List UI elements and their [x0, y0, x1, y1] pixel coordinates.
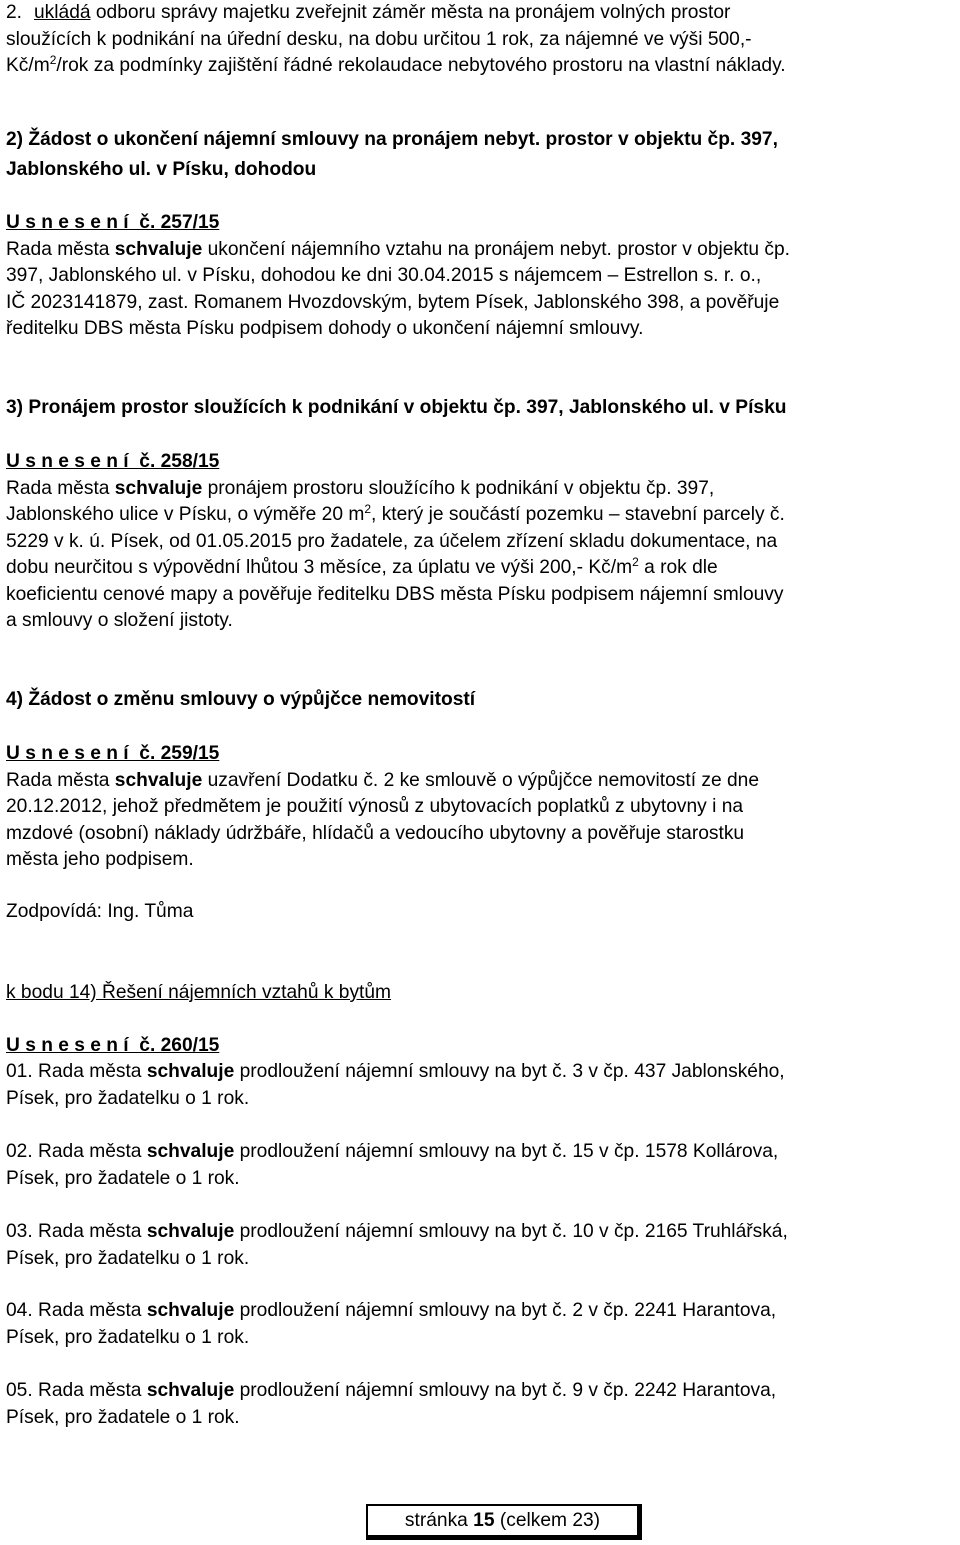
resolution-text-l2: 20.12.2012, jehož předmětem je použití výnosů z ubytovacích poplatků z ubytovny i na	[6, 796, 744, 817]
resolution-text-l3: mzdové (osobní) náklady údržbáře, hlídačů a vedoucího ubytovny a pověřuje starostku	[6, 822, 745, 844]
section-3-heading: 3) Pronájem prostor sloužících k podnikání v objektu čp. 397, Jablonského ul. v Písku	[6, 397, 787, 418]
section-2	[6, 127, 954, 183]
resolution-257	[6, 210, 954, 343]
item2-intro	[6, 0, 954, 80]
resolution-text-l4: dobu neurčitou s výpovědní lhůtou 3 měsíce, za úplatu ve výši 200,- $Kč/m^2$ a rok dle	[6, 555, 718, 578]
page-number-footer: stránka 15 (celkem 23)	[366, 1504, 642, 1540]
responsible-text: Zodpovídá: Ing. Tůma	[6, 901, 194, 922]
resolution-text-l2: 397, Jablonského ul. v Písku, dohodou ke dni 30.04.2015 s nájemcem – Estrellon s. r. o.,	[6, 265, 762, 286]
section-14-heading: k bodu 14) Řešení nájemních vztahů k bytům	[6, 982, 392, 1003]
list-item: 03. Rada města schvaluje prodloužení nájemní smlouvy na byt č. 10 v čp. 2165 Truhlářská, Písek, pro žadatelku o 1 rok.	[6, 1221, 788, 1269]
section-14	[6, 980, 954, 1007]
resolution-label: U s n e s e n í č. 257/15	[6, 212, 220, 233]
resolution-label: U s n e s e n í č. 258/15	[6, 451, 220, 472]
ukl-link[interactable]: ukládá	[34, 2, 91, 23]
section-2-heading-line2: Jablonského ul. v Písku, dohodou	[6, 158, 317, 180]
resolution-text-l1: Rada města schvaluje pronájem prostoru sloužícího k podnikání v objektu čp. 397,	[6, 477, 715, 499]
section-2-heading: 2) Žádost o ukončení nájemní smlouvy na pronájem nebyt. prostor v objektu čp. 397,	[6, 129, 778, 150]
resolution-label: U s n e s e n í č. 260/15	[6, 1035, 220, 1056]
resolution-text-l3: IČ 2023141879, zast. Romanem Hvozdovským, bytem Písek, Jablonského 398, a pověřuje	[6, 291, 780, 313]
item-number: 2.	[6, 2, 23, 23]
resolution-260	[6, 1033, 954, 1060]
section-4-heading: 4) Žádost o změnu smlouvy o výpůjčce nemovitostí	[6, 689, 476, 710]
resolution-text-l4: ředitelku DBS města Písku podpisem dohody o ukončení nájemní smlouvy.	[6, 318, 644, 339]
list-item: 04. Rada města schvaluje prodloužení nájemní smlouvy na byt č. 2 v čp. 2241 Harantova, Písek, pro žadatelku o 1 rok.	[6, 1300, 777, 1348]
resolution-259	[6, 741, 954, 874]
resolution-text-l6: a smlouvy o složení jistoty.	[6, 610, 233, 631]
section-4	[6, 687, 954, 714]
resolution-text-l4: města jeho podpisem.	[6, 849, 194, 870]
list-item: 02. Rada města schvaluje prodloužení nájemní smlouvy na byt č. 15 v čp. 1578 Kollárova, Písek, pro žadatele o 1 rok.	[6, 1141, 779, 1189]
intro-line3: $Kč/m^2$/rok za podmínky zajištění řádné rekolaudace nebytového prostoru na vlastní náklady.	[6, 53, 786, 76]
intro-line2: sloužících k podnikání na úřední desku, na dobu určitou 1 rok, za nájemné ve výši 500,-	[6, 28, 752, 50]
resolution-text-l1: Rada města schvaluje ukončení nájemního vztahu na pronájem nebyt. prostor v objektu čp.	[6, 238, 790, 260]
intro-line1: odboru správy majetku zveřejnit záměr města na pronájem volných prostor	[90, 2, 731, 23]
resolution-text-l3: 5229 v k. ú. Písek, od 01.05.2015 pro žadatele, za účelem zřízení skladu dokumentace, na	[6, 530, 778, 552]
resolution-label: U s n e s e n í č. 259/15	[6, 743, 220, 764]
responsible-line	[6, 899, 954, 926]
resolution-text-l1: Rada města schvaluje uzavření Dodatku č. 2 ke smlouvě o výpůjčce nemovitostí ze dne	[6, 769, 759, 791]
resolution-text-l5: koeficientu cenové mapy a pověřuje ředitelku DBS města Písku podpisem nájemní smlouvy	[6, 583, 784, 605]
list-item: 01. Rada města schvaluje prodloužení nájemní smlouvy na byt č. 3 v čp. 437 Jablonského, Písek, pro žadatelku o 1 rok.	[6, 1061, 785, 1109]
resolution-text-l2: Jablonského ulice v Písku, o výměře 20 $m^2$, který je součástí pozemku – stavební parcely č.	[6, 502, 785, 525]
page-number: 15	[473, 1510, 495, 1531]
list-item: 05. Rada města schvaluje prodloužení nájemní smlouvy na byt č. 9 v čp. 2242 Harantova, Písek, pro žadatele o 1 rok.	[6, 1380, 777, 1428]
section-3	[6, 395, 954, 422]
resolution-258	[6, 449, 954, 635]
